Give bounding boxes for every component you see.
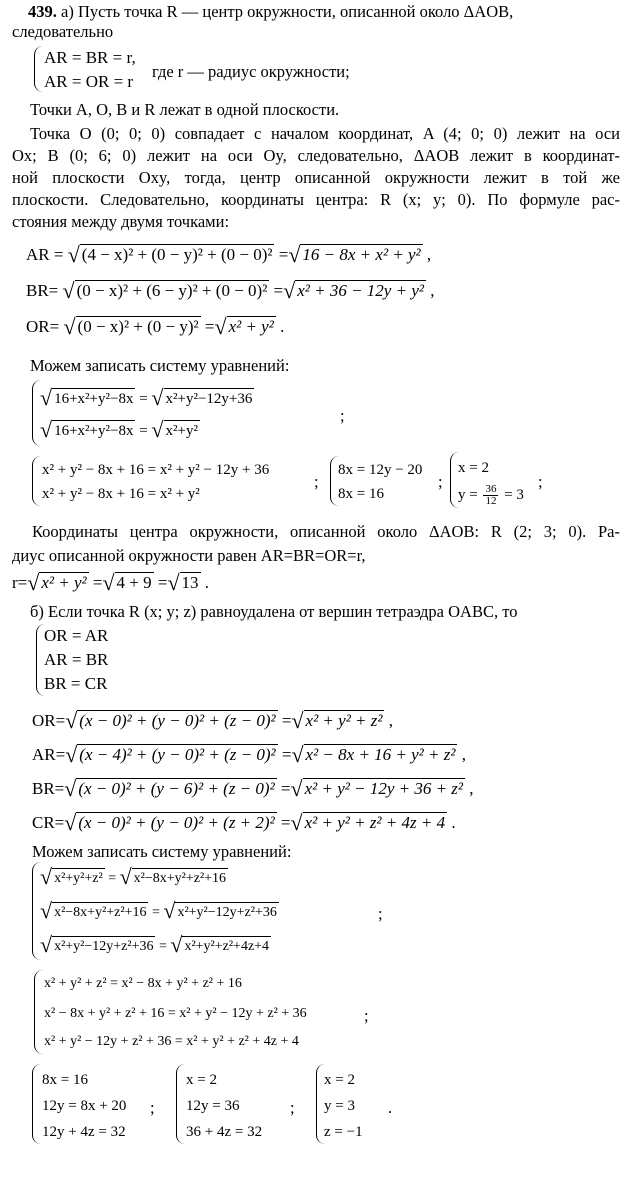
sysB-a-eq2: x² + y² − 8x + 16 = x² + y² bbox=[42, 486, 200, 502]
br-rhs: x² + 36 − 12y + y² bbox=[297, 281, 424, 300]
sysA-a-eq1-lhs: 16+x²+y²−8x bbox=[52, 388, 135, 409]
formula-ar: AR = √ (4 − x)² + (0 − y)² + (0 − 0)² =√ 16 − 8x + x² + y² , bbox=[26, 242, 432, 267]
sysA-a-eq2-rhs: x²+y² bbox=[164, 420, 200, 441]
r-inner-3: 13 bbox=[181, 573, 199, 592]
sysD-y-rhs: = 3 bbox=[504, 486, 524, 503]
period: . bbox=[451, 813, 456, 832]
comma: , bbox=[388, 711, 393, 730]
r-inner-1: x² + y² bbox=[41, 573, 87, 592]
period: . bbox=[388, 1098, 393, 1117]
b-br-inner: (x − 0)² + (y − 6)² + (z − 0)² bbox=[78, 779, 275, 798]
comma: , bbox=[469, 779, 474, 798]
formula-b-ar: AR=√ (x − 4)² + (y − 0)² + (z − 0)² =√ x² − 8x + 16 + y² + z² , bbox=[32, 742, 466, 767]
sysC-a-eq2: 8x = 16 bbox=[338, 486, 384, 502]
sys1-eq2: AR = OR = r bbox=[44, 72, 134, 91]
sysA-b-eq3-lhs: x²+y²−12y+z²+36 bbox=[52, 936, 155, 957]
b-ar-inner: (x − 4)² + (y − 0)² + (z − 0)² bbox=[79, 745, 276, 764]
b-ar-rhs: x² − 8x + 16 + y² + z² bbox=[305, 745, 456, 764]
intro-line-1: а) Пусть точка R — центр окружности, описанной около ΔAOB, bbox=[61, 2, 514, 21]
semicolon: ; bbox=[150, 1098, 155, 1117]
sysA-b-eq1: √ x²+y²+z² = √ x²−8x+y²+z²+16 bbox=[40, 864, 227, 889]
formula-or: OR= √ (0 − x)² + (0 − y)² =√ x² + y² . bbox=[26, 314, 285, 339]
ar-lhs: AR = bbox=[26, 245, 64, 264]
semicolon: ; bbox=[340, 406, 345, 425]
system-intro-a: Можем записать систему уравнений: bbox=[30, 356, 290, 375]
sysD-b-eq2: 12y = 36 bbox=[186, 1098, 240, 1114]
part-b-intro: б) Если точка R (x; y; z) равноудалена от вершин тетраэдра OABC, то bbox=[30, 602, 518, 621]
sysA-b-eq2-rhs: x²+y²−12y+z²+36 bbox=[175, 902, 278, 923]
sysA-a-eq2: √ 16+x²+y²−8x = √ x²+y² bbox=[40, 417, 198, 442]
sysB-b-eq1: x² + y² + z² = x² − 8x + y² + z² + 16 bbox=[44, 976, 242, 991]
sqrt-icon: √ bbox=[67, 242, 80, 267]
formula-br: BR= √ (0 − x)² + (6 − y)² + (0 − 0)² =√ x² + 36 − 12y + y² , bbox=[26, 278, 435, 303]
sysC-a-eq1: 8x = 12y − 20 bbox=[338, 462, 423, 478]
r-inner-2: 4 + 9 bbox=[116, 573, 152, 592]
brace bbox=[34, 46, 43, 92]
frac-num: 36 bbox=[485, 483, 497, 495]
sysA-b-eq1-rhs: x²−8x+y²+z²+16 bbox=[132, 868, 228, 889]
sqrt-icon: √ bbox=[288, 242, 301, 267]
sys-b-eq3: BR = CR bbox=[44, 674, 108, 693]
semicolon: ; bbox=[378, 904, 383, 923]
b-cr-inner: (x − 0)² + (y − 0)² + (z + 2)² bbox=[78, 813, 275, 832]
sys1-eq1: AR = BR = r, bbox=[44, 48, 136, 67]
sysD-b-eq3: 36 + 4z = 32 bbox=[186, 1124, 263, 1140]
semicolon: ; bbox=[538, 472, 543, 491]
conclusion-line-1: Координаты центра окружности, описанной около ΔAOB: R (2; 3; 0). Ра- bbox=[32, 522, 620, 541]
fraction bbox=[483, 484, 498, 507]
semicolon: ; bbox=[290, 1098, 295, 1117]
sysD-b-eq1: x = 2 bbox=[186, 1072, 217, 1088]
b-br-rhs: x² + y² − 12y + 36 + z² bbox=[304, 779, 464, 798]
sysA-b-eq1-lhs: x²+y²+z² bbox=[52, 868, 105, 889]
brace bbox=[32, 1064, 41, 1144]
sysE-b-eq2: y = 3 bbox=[324, 1098, 355, 1114]
plane-line: Точки A, O, B и R лежат в одной плоскости. bbox=[30, 100, 340, 119]
radius-formula: r=√ x² + y² =√ 4 + 9 =√ 13 . bbox=[12, 570, 210, 595]
sysA-b-eq3: √ x²+y²−12y+z²+36 = √ x²+y²+z²+4z+4 bbox=[40, 932, 270, 957]
conclusion-line-2: диус описанной окружности равен AR=BR=OR=r, bbox=[12, 546, 366, 565]
comma: , bbox=[426, 245, 432, 264]
para-line-4: плоскости. Следовательно, координаты центра: R (x; y; 0). По формуле рас- bbox=[12, 190, 620, 209]
sysB-b-eq3: x² + y² − 12y + z² + 36 = x² + y² + z² + 4z + 4 bbox=[44, 1034, 299, 1049]
b-or-inner: (x − 0)² + (y − 0)² + (z − 0)² bbox=[79, 711, 276, 730]
sysD-a-y bbox=[458, 484, 524, 507]
ar-inner: (4 − x)² + (0 − y)² + (0 − 0)² bbox=[81, 245, 273, 264]
system-intro-b: Можем записать систему уравнений: bbox=[32, 842, 292, 861]
semicolon: ; bbox=[364, 1006, 369, 1025]
para-line-3: ной плоскости Oxy, тогда, центр описанной окружности лежит в той же bbox=[12, 168, 620, 187]
br-lhs: BR= bbox=[26, 281, 59, 300]
para-line-5: стояния между двумя точками: bbox=[12, 212, 230, 231]
brace bbox=[32, 456, 41, 506]
b-ar-lhs: AR= bbox=[32, 745, 66, 764]
sysA-a-eq1: √ 16+x²+y²−8x = √ x²+y²−12y+36 bbox=[40, 385, 253, 410]
semicolon: ; bbox=[438, 472, 443, 491]
sqrt-icon: √ bbox=[283, 278, 296, 303]
sysA-b-eq3-rhs: x²+y²+z²+4z+4 bbox=[182, 936, 271, 957]
problem-header bbox=[28, 2, 618, 22]
sysC-b-eq3: 12y + 4z = 32 bbox=[42, 1124, 126, 1140]
formula-b-br: BR=√ (x − 0)² + (y − 6)² + (z − 0)² =√ x² + y² − 12y + 36 + z² , bbox=[32, 776, 474, 801]
semicolon: ; bbox=[314, 472, 319, 491]
b-cr-rhs: x² + y² + z² + 4z + 4 bbox=[304, 813, 446, 832]
sysB-a-eq1: x² + y² − 8x + 16 = x² + y² − 12y + 36 bbox=[42, 462, 270, 478]
sysA-a-eq2-lhs: 16+x²+y²−8x bbox=[52, 420, 135, 441]
sys-b-eq1: OR = AR bbox=[44, 626, 109, 645]
sys1-note: где r — радиус окружности; bbox=[152, 62, 350, 81]
sysB-b-eq2: x² − 8x + y² + z² + 16 = x² + y² − 12y + z² + 36 bbox=[44, 1006, 307, 1021]
intro-line-2: следовательно bbox=[12, 22, 114, 41]
para-line-1: Точка O (0; 0; 0) совпадает с началом координат, A (4; 0; 0) лежит на оси bbox=[30, 124, 620, 143]
sysA-a-eq1-rhs: x²+y²−12y+36 bbox=[164, 388, 255, 409]
r-lhs: r= bbox=[12, 573, 28, 592]
b-br-lhs: BR= bbox=[32, 779, 65, 798]
sysE-b-eq1: x = 2 bbox=[324, 1072, 355, 1088]
b-cr-lhs: CR= bbox=[32, 813, 65, 832]
sysC-b-eq1: 8x = 16 bbox=[42, 1072, 88, 1088]
comma: , bbox=[461, 745, 466, 764]
sqrt-icon: √ bbox=[63, 314, 76, 339]
period: . bbox=[204, 573, 210, 592]
sysD-a-x: x = 2 bbox=[458, 460, 489, 476]
para-line-2: Ox; B (0; 6; 0) лежит на оси Oy, следовательно, ΔAOB лежит в координат- bbox=[12, 146, 620, 165]
problem-number: 439. bbox=[28, 2, 57, 21]
b-or-lhs: OR= bbox=[32, 711, 66, 730]
formula-b-or: OR=√ (x − 0)² + (y − 0)² + (z − 0)² =√ x² + y² + z² , bbox=[32, 708, 393, 733]
comma: , bbox=[430, 281, 435, 300]
sqrt-icon: √ bbox=[62, 278, 75, 303]
sysD-y-lhs: y = bbox=[458, 486, 478, 503]
brace bbox=[34, 970, 43, 1054]
period: . bbox=[280, 317, 285, 336]
sysA-b-eq2-lhs: x²−8x+y²+z²+16 bbox=[52, 902, 148, 923]
sysE-b-eq3: z = −1 bbox=[324, 1124, 363, 1140]
formula-b-cr: CR=√ (x − 0)² + (y − 0)² + (z + 2)² =√ x² + y² + z² + 4z + 4 . bbox=[32, 810, 456, 835]
sysC-b-eq2: 12y = 8x + 20 bbox=[42, 1098, 127, 1114]
sysA-b-eq2: √ x²−8x+y²+z²+16 = √ x²+y²−12y+z²+36 bbox=[40, 898, 277, 923]
ar-rhs: 16 − 8x + x² + y² bbox=[302, 245, 421, 264]
frac-den: 12 bbox=[485, 495, 497, 507]
or-inner: (0 − x)² + (0 − y)² bbox=[77, 317, 199, 336]
br-inner: (0 − x)² + (6 − y)² + (0 − 0)² bbox=[76, 281, 268, 300]
sys-b-eq2: AR = BR bbox=[44, 650, 109, 669]
b-or-rhs: x² + y² + z² bbox=[305, 711, 383, 730]
or-lhs: OR= bbox=[26, 317, 60, 336]
sqrt-icon: √ bbox=[214, 314, 227, 339]
or-rhs: x² + y² bbox=[228, 317, 274, 336]
brace bbox=[176, 1064, 185, 1144]
